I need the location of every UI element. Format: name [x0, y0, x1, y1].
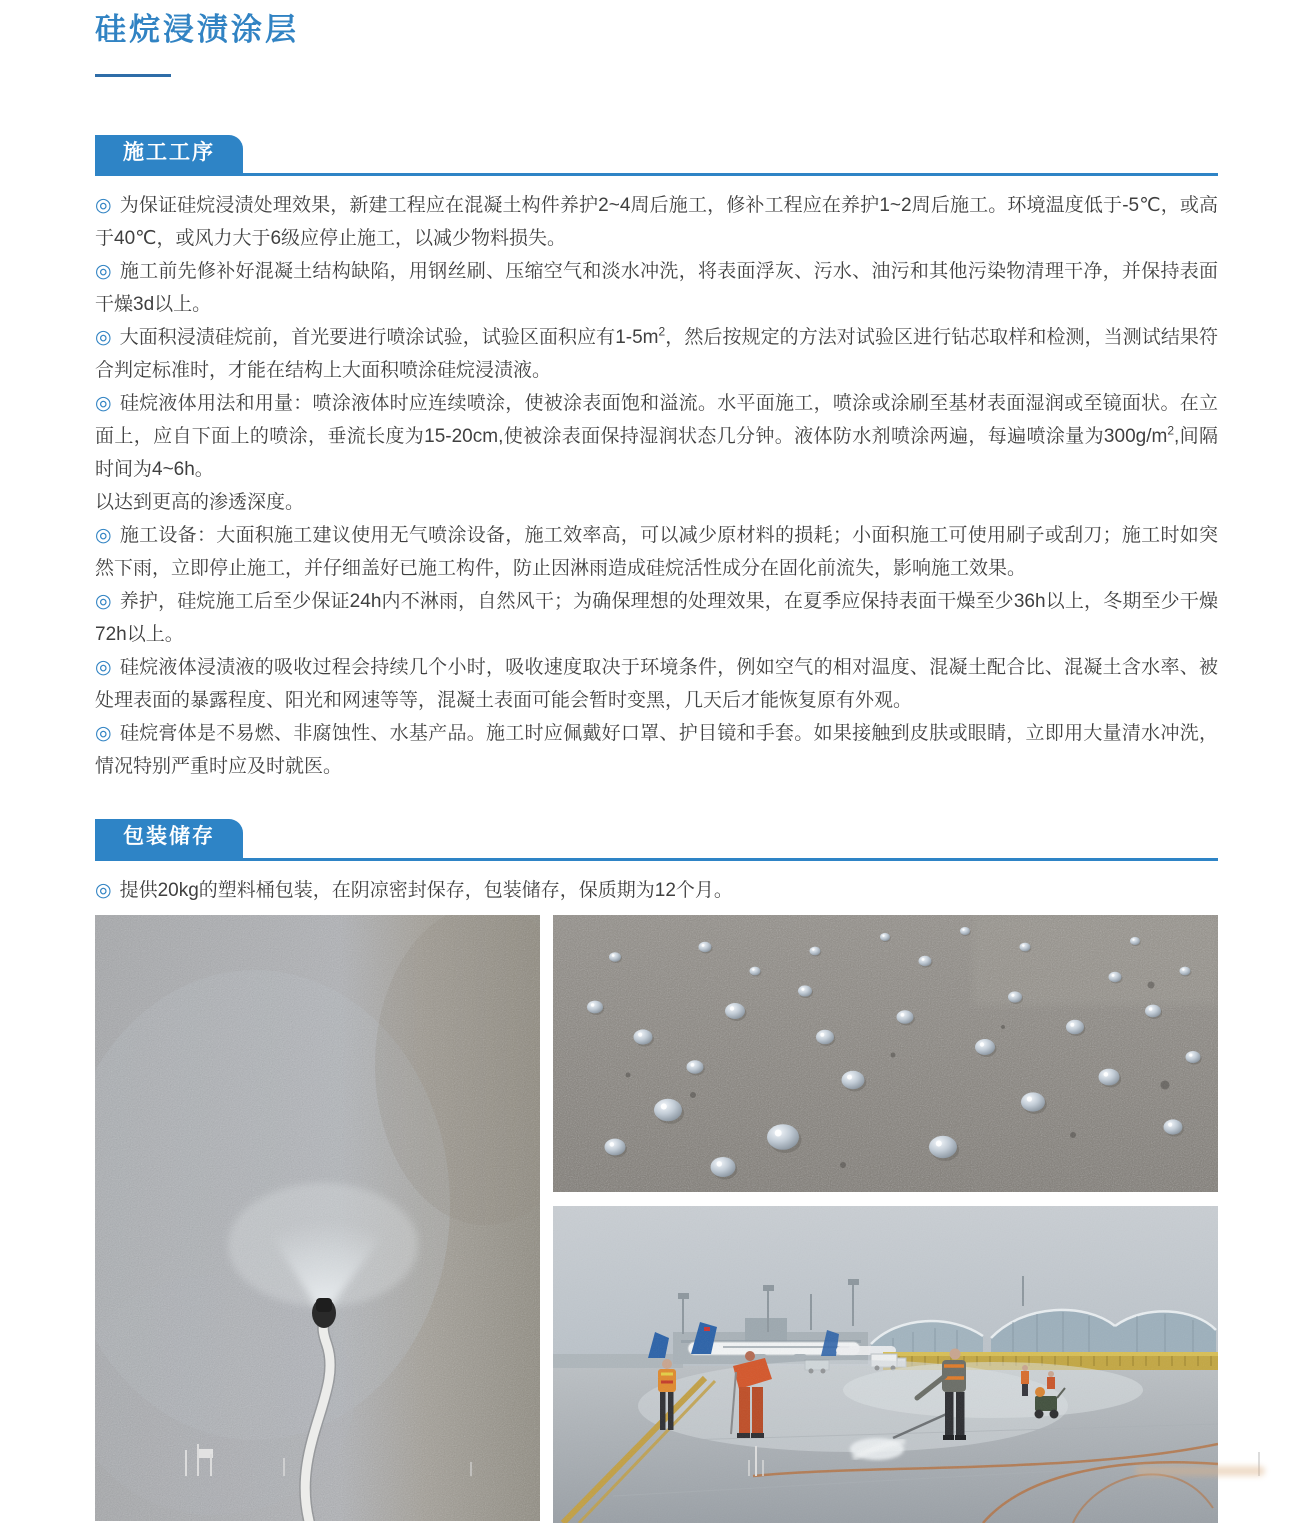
title-underline [95, 74, 171, 77]
watermark-spire [755, 1446, 757, 1476]
bullet-item: ◎ 养护，硅烷施工后至少保证24h内不淋雨，自然风干；为确保理想的处理效果，在夏季应保持表面干燥至少36h以上，冬期至少干燥72h以上。 [95, 591, 1218, 646]
section-badge: 包装储存 [95, 819, 243, 857]
watermark-spire [283, 1458, 285, 1476]
bullet-marker-icon: ◎ [95, 525, 112, 547]
bullet-marker-icon: ◎ [95, 657, 112, 679]
bullet-marker-icon: ◎ [95, 393, 112, 415]
watermark-spire [748, 1460, 750, 1476]
bullet-item: ◎ 大面积浸渍硅烷前，首光要进行喷涂试验，试验区面积应有$1-5m^2$，然后按规定的方法对试验区进行钻芯取样和检测，当测试结果符合判定标准时，才能在结构上大面积喷涂硅烷浸渍液。 [95, 324, 1218, 382]
bullet-item: ◎ 施工设备：大面积施工建议使用无气喷涂设备，施工效率高，可以减少原材料的损耗；小面积施工可使用刷子或刮刀；施工时如突然下雨，立即停止施工，并仔细盖好已施工构件，防止因淋雨造成硅烷活性成分在固化前流失，影响施工效果。 [95, 525, 1218, 580]
page-title: 硅烷浸渍涂层 [95, 12, 299, 47]
bullet-marker-icon: ◎ [95, 195, 112, 217]
bullet-item: ◎ 提供20kg的塑料桶包装，在阴凉密封保存，包装储存，保质期为12个月。 [95, 879, 733, 901]
section-construction-procedure [95, 135, 1218, 783]
watermark-spire [185, 1450, 187, 1476]
bullet-item: ◎ 施工前先修补好混凝土结构缺陷，用钢丝刷、压缩空气和淡水冲洗，将表面浮灰、污水、油污和其他污染物清理干净，并保持表面干燥3d以上。 [95, 261, 1218, 316]
document-page [95, 0, 1218, 1523]
bullet-list [95, 189, 1218, 783]
bullet-item: ◎ 为保证硅烷浸渍处理效果，新建工程应在混凝土构件养护2~4周后施工，修补工程应在养护1~2周后施工。环境温度低于-5℃，或高于40℃，或风力大于6级应停止施工，以减少物料损失。 [95, 195, 1218, 250]
photo-silane-spray-on-wall [95, 915, 540, 1523]
section-badge: 施工工序 [95, 135, 243, 173]
bullet-marker-icon: ◎ [95, 723, 112, 745]
photo-column-right [553, 915, 1218, 1523]
bullet-item: ◎ 硅烷液体浸渍液的吸收过程会持续几个小时，吸收速度取决于环境条件，例如空气的相对温度、混凝土配合比、混凝土含水率、被处理表面的暴露程度、阳光和网速等等，混凝土表面可能会暂时变黑，几天后才能恢复原有外观。 [95, 657, 1218, 712]
bullet-marker-icon: ◎ [95, 591, 112, 613]
bullet-item: ◎ 硅烷液体用法和用量：喷涂液体时应连续喷涂，使被涂表面饱和溢流。水平面施工，喷涂或涂刷至基材表面湿润或至镜面状。在立面上，应自下面上的喷涂，垂流长度为15-20cm,使被涂表面保持湿润状态几分钟。液体防水剂喷涂两遍，每遍喷涂量为$300g/m^2$,间隔时间为4~6h。 以达到更高的渗透深度。 [95, 393, 1219, 514]
watermark-spire [210, 1454, 212, 1476]
bullet-marker-icon: ◎ [95, 327, 112, 349]
photo-water-beading-on-concrete [553, 915, 1218, 1192]
bullet-marker-icon: ◎ [95, 261, 112, 283]
bullet-list [95, 874, 1218, 907]
watermark-smudge [1135, 1466, 1265, 1476]
watermark-spire [470, 1462, 472, 1476]
watermark-spire [762, 1460, 764, 1476]
photo-grid [95, 915, 1218, 1523]
bullet-item: ◎ 硅烷膏体是不易燃、非腐蚀性、水基产品。施工时应佩戴好口罩、护目镜和手套。如果接触到皮肤或眼睛，立即用大量清水冲洗，情况特别严重时应及时就医。 [95, 723, 1218, 778]
section-packaging-storage [95, 819, 1218, 906]
bullet-marker-icon: ◎ [95, 879, 112, 901]
section-header [95, 135, 1218, 176]
footer-watermark [0, 1440, 1290, 1476]
section-header [95, 819, 1218, 860]
